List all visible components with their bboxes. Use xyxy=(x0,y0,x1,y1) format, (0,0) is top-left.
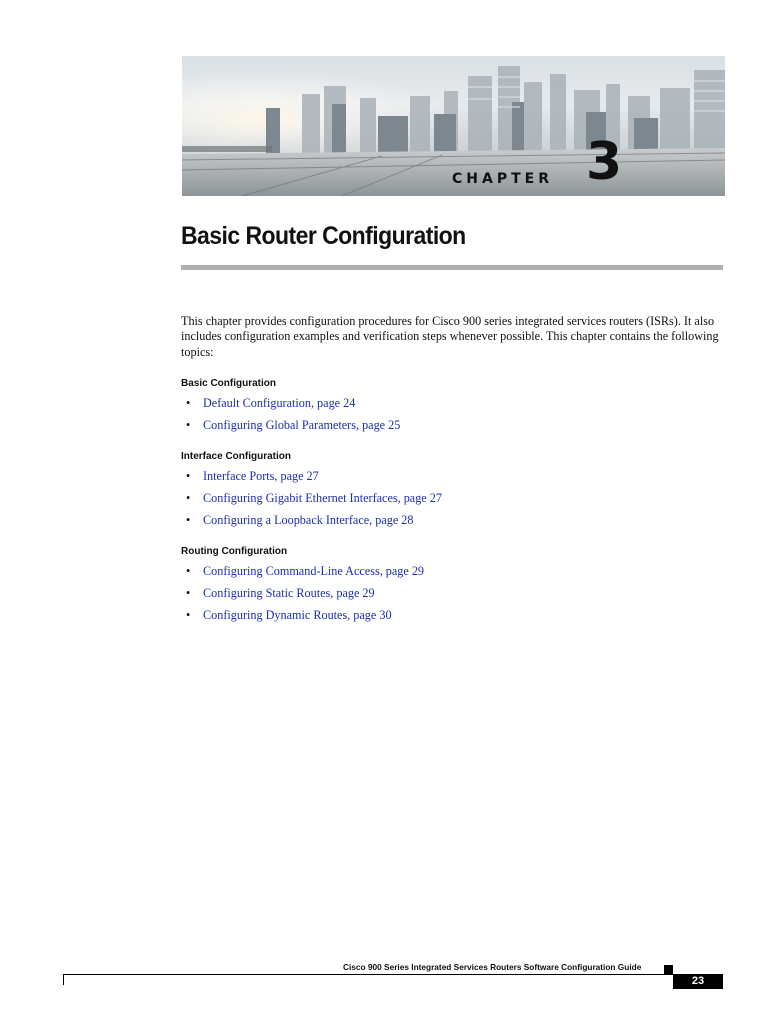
chapter-number: 3 xyxy=(586,132,623,192)
chapter-banner-image xyxy=(182,56,725,196)
section-heading-interface-configuration: Interface Configuration xyxy=(181,451,292,462)
link-configuring-loopback-interface[interactable]: Configuring a Loopback Interface, page 28 xyxy=(203,513,414,527)
footer-guide-title: Cisco 900 Series Integrated Services Routers Software Configuration Guide xyxy=(343,962,642,972)
link-configuring-gigabit-ethernet-interfaces[interactable]: Configuring Gigabit Ethernet Interfaces, page 27 xyxy=(203,491,442,505)
link-default-configuration[interactable]: Default Configuration, page 24 xyxy=(203,396,356,410)
title-underline-rule xyxy=(181,265,723,270)
link-interface-ports[interactable]: Interface Ports, page 27 xyxy=(203,469,319,483)
footer-marker-square xyxy=(664,965,673,974)
bullet-icon: • xyxy=(186,418,191,432)
bullet-icon: • xyxy=(186,513,191,527)
link-configuring-global-parameters[interactable]: Configuring Global Parameters, page 25 xyxy=(203,418,401,432)
bullet-icon: • xyxy=(186,396,191,410)
section-heading-routing-configuration: Routing Configuration xyxy=(181,546,288,557)
footer-rule xyxy=(63,974,673,975)
bullet-icon: • xyxy=(186,586,191,600)
page-title: Basic Router Configuration xyxy=(181,222,466,250)
page-number: 23 xyxy=(673,974,723,989)
link-configuring-static-routes[interactable]: Configuring Static Routes, page 29 xyxy=(203,586,375,600)
chapter-label: CHAPTER xyxy=(452,171,553,187)
bullet-icon: • xyxy=(186,564,191,578)
intro-paragraph: This chapter provides configuration procedures for Cisco 900 series integrated services routers (ISRs). It also includes configuration examples and verification steps whenever possible. This chapter contains the following topics: xyxy=(181,314,719,359)
link-configuring-command-line-access[interactable]: Configuring Command-Line Access, page 29 xyxy=(203,564,425,578)
link-configuring-dynamic-routes[interactable]: Configuring Dynamic Routes, page 30 xyxy=(203,608,392,622)
bullet-icon: • xyxy=(186,469,191,483)
bullet-icon: • xyxy=(186,608,191,622)
footer-corner-tick xyxy=(63,974,64,985)
section-heading-basic-configuration: Basic Configuration xyxy=(181,378,277,389)
bullet-icon: • xyxy=(186,491,191,505)
